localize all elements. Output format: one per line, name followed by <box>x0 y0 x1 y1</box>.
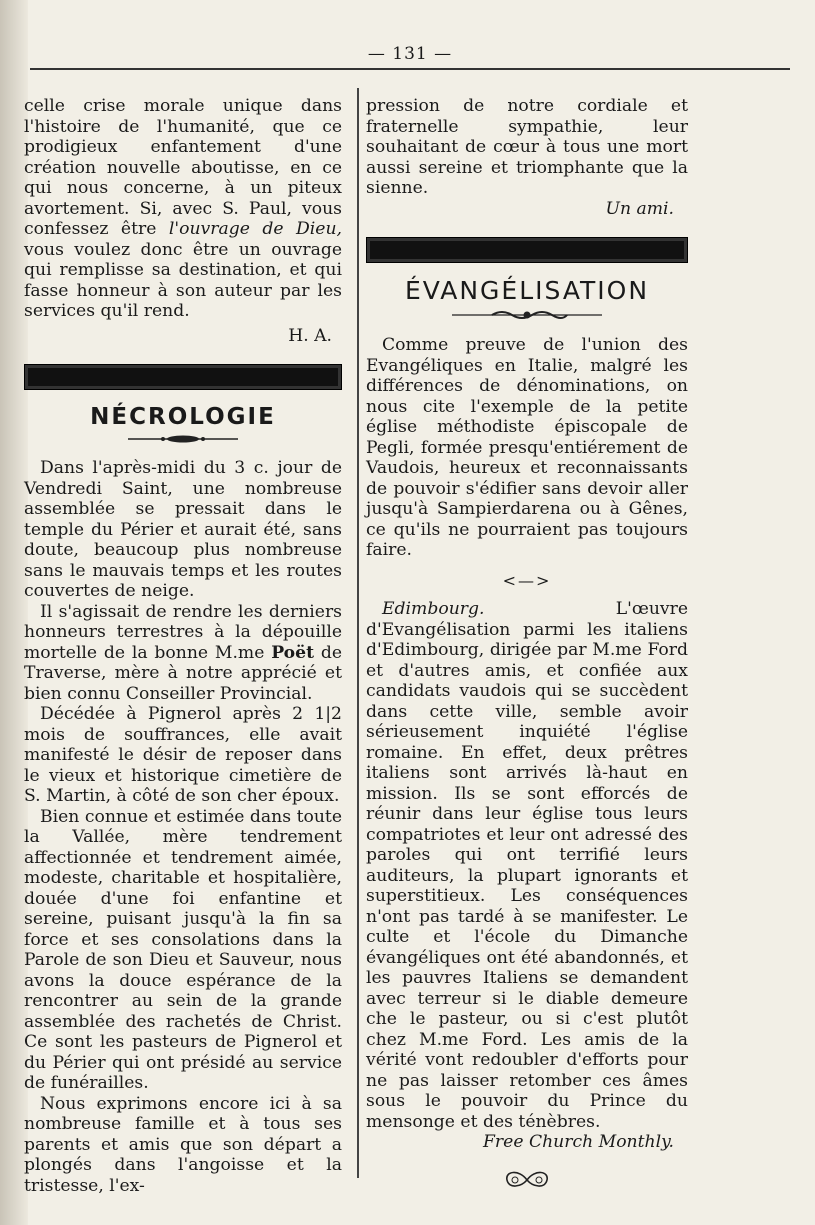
separator-glyph: <—> <box>502 570 552 590</box>
necro-paragraph-4: Bien connue et estimée dans toute la Vallée, mère tendrement affectionnée et tendrement aimée, modeste, charitable et hospitalière, douée d'une foi enfantine et sereine, puisant jusqu'à la fin sa force et ses consolations dans la Parole de son Dieu et Sauveur, nous avons la douce espérance de la rencontrer au sein de la grande assemblée des rachetés de Christ. Ce sont les pasteurs de Pignerol et du Périer qui ont présidé au service de funérailles. <box>24 806 342 1093</box>
place-edimbourg: Edimbourg. <box>382 599 485 619</box>
source-attribution: Free Church Monthly. <box>483 1132 674 1152</box>
column-divider <box>357 88 359 1178</box>
evang-paragraph-2: Edimbourg. L'œuvre d'Evangélisation parmi les italiens d'Edimbourg, dirigée par M.me Ford et d'autres amis, et confiée aux candidats vaudois qui se succèdent dans cette ville, semble avoir sérieusement inquiété l'église romaine. En effet, deux prêtres italiens sont arrivés là-haut en mission. Ils se sont efforcés de réunir dans leur église tous leurs compatriotes et leur ont adressé des paroles qui ont terrifié leurs auditeurs, la plupart ignorants et superstitieux. Les conséquences n'ont pas tardé à se manifester. Le culte et l'école du Dimanche évangéliques ont été abandonnés, et les pauvres Italiens se demandent avec terreur si le diable demeure che le pasteur, ou si c'est plutôt chez M.me Ford. Les amis de la vérité vont redoubler d'efforts pour ne pas laisser retomber ces âmes sous le pouvoir du Prince du mensonge et des ténèbres. <box>366 599 688 1132</box>
ornament-rule-icon <box>128 434 238 444</box>
signature-un-ami: Un ami. <box>605 198 674 219</box>
necro-paragraph-2: Il s'agissait de rendre les derniers honneurs terrestres à la dépouille mortelle de la bonne M.me Poët de Traverse, mère à notre apprécié et bien connu Conseiller Provincial. <box>24 601 342 704</box>
section-title-necrologie: NÉCROLOGIE <box>90 404 276 430</box>
left-column <box>24 96 342 1196</box>
section-bar-evangelisation <box>366 237 688 263</box>
necro-paragraph-5: Nous exprimons encore ici à sa nombreuse famille et à tous ses parents et amis que son départ a plongés dans l'angoisse et la tristesse, l'ex- <box>24 1093 342 1196</box>
end-ornament-icon <box>497 1167 557 1193</box>
section-title-evangelisation: ÉVANGÉLISATION <box>404 276 650 305</box>
signature-ha: H. A. <box>288 325 332 346</box>
necro-paragraph-1: Dans l'après-midi du 3 c. jour de Vendredi Saint, une nombreuse assemblée se pressait dans le temple du Périer et aurait été, sans doute, beaucoup plus nombreuse sans le mauvais temps et les routes couvertes de neige. <box>24 458 342 601</box>
necro-paragraph-3: Décédée à Pignerol après 2 1|2 mois de souffrances, elle avait manifesté le désir de reposer dans le vieux et historique cimetière de S. Martin, à côté de son cher époux. <box>24 704 342 806</box>
page-number: — 131 — <box>367 44 453 64</box>
header-rule <box>30 68 790 70</box>
name-poet: Poët <box>271 642 315 663</box>
ornament-flourish-icon <box>452 309 602 321</box>
emphasis-ouvrage: l'ouvrage de Dieu, <box>168 219 342 239</box>
evang-paragraph-1: Comme preuve de l'union des Evangéliques en Italie, malgré les différences de dénominations, on nous cite l'exemple de la petite église méthodiste épiscopale de Pegli, formée presqu'entiérement de Vaudois, heureux et reconnaissants de pouvoir s'édifier sans devoir aller jusqu'à Sampierdarena ou à Gênes, ce qu'ils ne pourraient pas toujours faire. <box>366 335 688 560</box>
right-column <box>366 96 688 1193</box>
article-continuation: celle crise morale unique dans l'histoire de l'humanité, que ce prodigieux enfantement d'une création nouvelle aboutisse, en ce qui nous concerne, à un piteux avortement. Si, avec S. Paul, vous confessez être l'ouvrage de Dieu, vous voulez donc être un ouvrage qui remplisse sa destination, et qui fasse honneur à son auteur par les services qu'il rend. <box>24 96 342 321</box>
page-header <box>30 44 790 74</box>
necro-continuation: pression de notre cordiale et fraternelle sympathie, leur souhaitant de cœur à tous une mort aussi sereine et triomphante que la sienne. <box>366 96 688 198</box>
section-bar-necrologie <box>24 364 342 390</box>
